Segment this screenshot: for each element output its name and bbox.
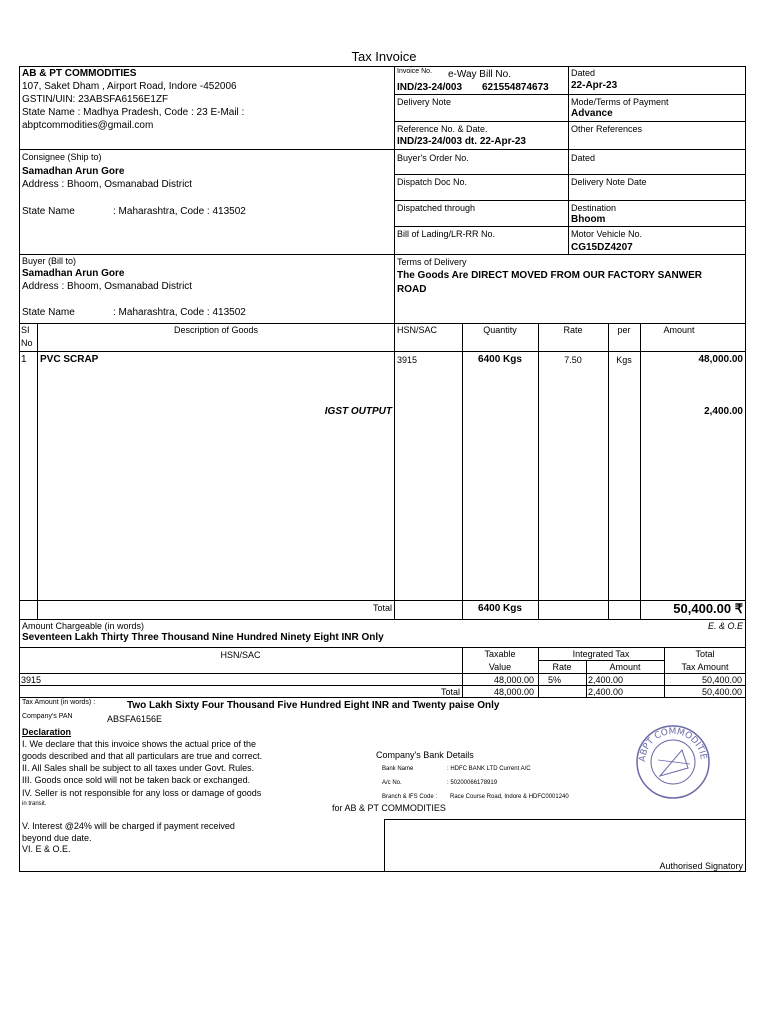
- reference-value: IND/23-24/003 dt. 22-Apr-23: [397, 136, 526, 147]
- col-si: SI: [21, 325, 30, 335]
- amount-words-value: Seventeen Lakh Thirty Three Thousand Nine Hundred Ninety Eight INR Only: [22, 632, 384, 643]
- tax-row-hsn: 3915: [21, 675, 42, 685]
- divider: [19, 351, 746, 352]
- divider: [462, 323, 463, 620]
- for-company: for AB & PT COMMODITIES: [332, 803, 446, 813]
- divider: [394, 149, 746, 150]
- bank-heading: Company's Bank Details: [376, 750, 474, 760]
- terms-line1: The Goods Are DIRECT MOVED FROM OUR FACTORY SANWER: [397, 270, 703, 281]
- tax-total-taxable: 48,000.00: [493, 687, 534, 697]
- divider: [394, 121, 746, 122]
- divider: [394, 66, 395, 324]
- tax-integrated-header: Integrated Tax: [572, 649, 630, 659]
- divider: [608, 323, 609, 620]
- col-rate: Rate: [563, 325, 583, 335]
- igst-amount: 2,400.00: [704, 406, 743, 417]
- seller-gstin: GSTIN/UIN: 23ABSFA6156E1ZF: [22, 94, 169, 105]
- delivery-note-label: Delivery Note: [397, 97, 452, 107]
- divider: [394, 174, 746, 175]
- col-per: per: [617, 325, 631, 335]
- declaration-line: goods described and that all particulars are true and correct.: [22, 751, 263, 761]
- declaration-line: II. All Sales shall be subject to all taxes under Govt. Rules.: [22, 763, 255, 773]
- divider: [640, 323, 641, 620]
- dated-label: Dated: [571, 68, 596, 78]
- item-rate: 7.50: [564, 355, 582, 365]
- tax-total-header1: Total: [695, 649, 715, 659]
- tax-words-label: Tax Amount (in words) :: [22, 699, 96, 706]
- mode-value: Advance: [571, 108, 613, 119]
- divider: [19, 619, 746, 620]
- divider: [19, 647, 746, 648]
- delivery-note-date-label: Delivery Note Date: [571, 177, 647, 187]
- seller-state: State Name : Madhya Pradesh, Code : 23 E-Mail :: [22, 107, 245, 118]
- tax-row-rate: 5%: [548, 675, 562, 685]
- consignee-name: Samadhan Arun Gore: [22, 166, 125, 177]
- divider: [394, 323, 395, 620]
- divider: [394, 226, 746, 227]
- buyer-label: Buyer (Bill to): [22, 256, 77, 266]
- total-label: Total: [372, 603, 392, 613]
- col-quantity: Quantity: [483, 325, 517, 335]
- tax-total-header2: Tax Amount: [681, 662, 729, 672]
- seller-address: 107, Saket Dham , Airport Road, Indore -452006: [22, 81, 237, 92]
- divider: [394, 200, 746, 201]
- divider: [19, 685, 746, 686]
- bank-branch-label: Branch & IFS Code :: [382, 794, 438, 800]
- divider: [19, 673, 746, 674]
- divider: [384, 819, 385, 872]
- invoice-no: IND/23-24/003: [397, 82, 463, 93]
- divider: [19, 323, 746, 324]
- divider: [394, 94, 746, 95]
- bank-branch-value: Race Course Road, Indore & HDFC0001240: [450, 794, 569, 800]
- divider: [538, 660, 664, 661]
- col-amount: Amount: [663, 325, 695, 335]
- item-per: Kgs: [616, 355, 632, 365]
- bill-of-lading-label: Bill of Lading/LR-RR No.: [397, 229, 496, 239]
- tax-amount-header: Amount: [609, 662, 641, 672]
- tax-row-taxable: 48,000.00: [493, 675, 534, 685]
- item-hsn: 3915: [397, 355, 418, 365]
- terms-label: Terms of Delivery: [397, 257, 467, 267]
- eway-label: e-Way Bill No.: [448, 69, 511, 80]
- frame-right: [745, 66, 746, 872]
- consignee-address: Address : Bhoom, Osmanabad District: [22, 179, 193, 190]
- destination-value: Bhoom: [571, 214, 606, 225]
- stamp-text: ABPT COMMODITIE: [637, 726, 708, 763]
- tax-total-amount: 2,400.00: [588, 687, 624, 697]
- tax-total-label: Total: [440, 687, 460, 697]
- company-stamp: [630, 720, 716, 800]
- pan-value: ABSFA6156E: [107, 714, 163, 724]
- eoe-label: E. & O.E: [707, 621, 743, 631]
- tax-taxable-header2: Value: [488, 662, 512, 672]
- terms-line2: ROAD: [397, 284, 427, 295]
- total-quantity: 6400 Kgs: [478, 603, 522, 614]
- other-ref-label: Other References: [571, 124, 643, 134]
- eway-no: 621554874673: [482, 82, 549, 93]
- bank-name-value: : HDFC BANK LTD Current A/C: [447, 766, 531, 772]
- vehicle-label: Motor Vehicle No.: [571, 229, 643, 239]
- dispatched-through-label: Dispatched through: [397, 203, 476, 213]
- tax-words-value: Two Lakh Sixty Four Thousand Five Hundred Eight INR and Twenty paise Only: [127, 700, 500, 711]
- tax-taxable-header1: Taxable: [484, 649, 516, 659]
- authorised-signatory: Authorised Signatory: [659, 861, 743, 871]
- divider: [538, 323, 539, 620]
- tax-hsn-header: HSN/SAC: [220, 650, 261, 660]
- consignee-state: : Maharashtra, Code : 413502: [113, 206, 246, 217]
- declaration-line: IV. Seller is not responsible for any loss or damage of goods: [22, 788, 262, 798]
- amount-words-label: Amount Chargeable (in words): [22, 621, 145, 631]
- declaration-line: I. We declare that this invoice shows the actual price of the: [22, 739, 256, 749]
- divider: [37, 323, 38, 620]
- tax-rate-header: Rate: [552, 662, 572, 672]
- tax-total-total: 50,400.00: [701, 687, 742, 697]
- divider: [19, 600, 746, 601]
- seller-name: AB & PT COMMODITIES: [22, 68, 137, 79]
- item-amount: 48,000.00: [698, 354, 743, 365]
- divider: [19, 149, 395, 150]
- reference-label: Reference No. & Date.: [397, 124, 488, 134]
- buyer-address: Address : Bhoom, Osmanabad District: [22, 281, 193, 292]
- page-title: Tax Invoice: [351, 49, 417, 64]
- bank-name-label: Bank Name: [382, 766, 414, 772]
- divider: [19, 254, 395, 255]
- col-description: Description of Goods: [173, 325, 259, 335]
- buyer-state: : Maharashtra, Code : 413502: [113, 307, 246, 318]
- tax-row-amount: 2,400.00: [588, 675, 624, 685]
- dated-value: 22-Apr-23: [571, 80, 618, 91]
- declaration-heading: Declaration: [22, 727, 72, 737]
- divider: [384, 819, 746, 820]
- declaration-line: VI. E & O.E.: [22, 844, 71, 854]
- dated2-label: Dated: [571, 153, 596, 163]
- bank-ac-value: : 50200066178919: [447, 780, 498, 786]
- dispatch-doc-label: Dispatch Doc No.: [397, 177, 468, 187]
- declaration-line: beyond due date.: [22, 833, 92, 843]
- pan-label: Company's PAN: [22, 713, 73, 720]
- col-no: No: [21, 338, 33, 348]
- item-description: PVC SCRAP: [40, 354, 99, 365]
- item-quantity: 6400 Kgs: [478, 354, 522, 365]
- consignee-state-label: State Name: [22, 206, 75, 217]
- buyer-state-label: State Name: [22, 307, 75, 318]
- bank-ac-label: A/c No.: [382, 780, 402, 786]
- consignee-label: Consignee (Ship to): [22, 152, 102, 162]
- declaration-line: V. Interest @24% will be charged if payment received: [22, 821, 235, 831]
- frame-top: [19, 66, 746, 67]
- vehicle-value: CG15DZ4207: [571, 242, 633, 253]
- seller-email: abptcommodities@gmail.com: [22, 120, 154, 131]
- tax-row-total: 50,400.00: [701, 675, 742, 685]
- frame-left: [19, 66, 20, 872]
- total-amount: 50,400.00 ₹: [673, 601, 743, 616]
- buyer-name: Samadhan Arun Gore: [22, 268, 125, 279]
- col-hsn: HSN/SAC: [397, 325, 438, 335]
- igst-label: IGST OUTPUT: [324, 406, 392, 417]
- buyers-order-label: Buyer's Order No.: [397, 153, 469, 163]
- declaration-line: III. Goods once sold will not be taken back or exchanged.: [22, 775, 251, 785]
- divider: [394, 254, 746, 255]
- item-si: 1: [21, 354, 27, 365]
- invoice-no-label: Invoice No.: [397, 68, 433, 75]
- declaration-transit: in transit.: [22, 801, 47, 807]
- destination-label: Destination: [571, 203, 617, 213]
- mode-label: Mode/Terms of Payment: [571, 97, 669, 107]
